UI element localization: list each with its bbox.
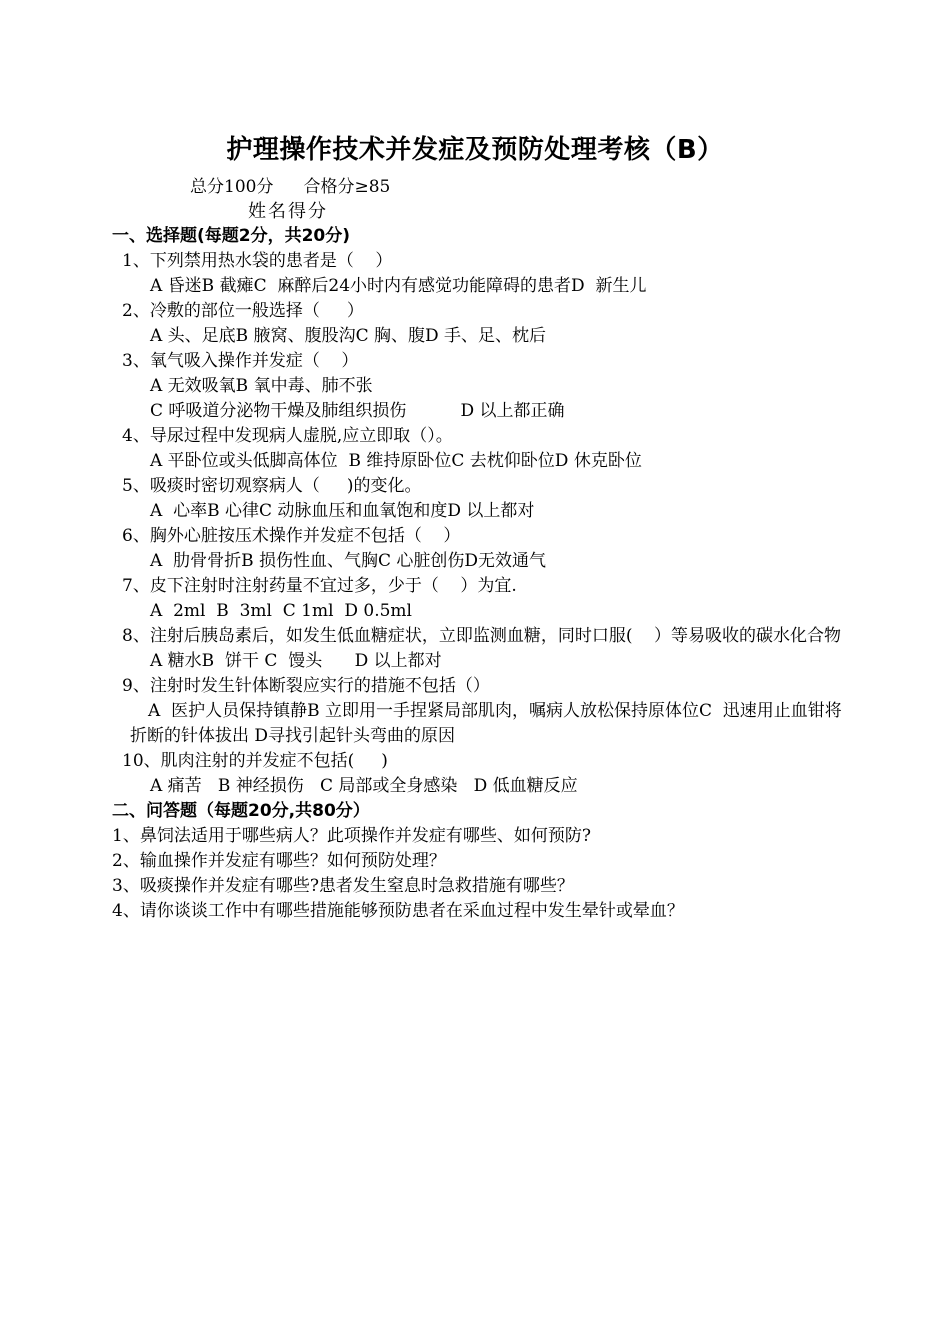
question-block [112, 574, 842, 624]
question-options: A 平卧位或头低脚高体位 B 维持原卧位C 去枕仰卧位D 休克卧位 [150, 451, 642, 471]
question-stem: 4、导尿过程中发现病人虚脱,应立即取（）。 [122, 426, 453, 446]
question-block [112, 524, 842, 574]
section-heading-choice: 一、选择题(每题2分，共20分) [112, 226, 351, 246]
section-heading-essay: 二、问答题（每题20分,共80分） [112, 801, 370, 821]
question-block [112, 424, 842, 474]
page-title: 护理操作技术并发症及预防处理考核（B） [226, 135, 724, 165]
question-stem: 9、注射时发生针体断裂应实行的措施不包括（） [122, 676, 490, 696]
question-options: A 无效吸氧B 氧中毒、肺不张 [150, 376, 373, 396]
question-stem: 6、胸外心脏按压术操作并发症不包括（ ） [122, 526, 461, 546]
question-block [112, 349, 842, 424]
question-stem: 3、氧气吸入操作并发症（ ） [122, 351, 359, 371]
exam-content [112, 224, 842, 924]
question-stem: 1、下列禁用热水袋的患者是（ ） [122, 251, 393, 271]
question-options: A 心率B 心律C 动脉血压和血氧饱和度D 以上都对 [150, 501, 535, 521]
question-options: A 痛苦 B 神经损伤 C 局部或全身感染 D 低血糖反应 [150, 776, 578, 796]
question-block [112, 624, 842, 674]
essay-question: 4、请你谈谈工作中有哪些措施能够预防患者在采血过程中发生晕针或晕血？ [112, 901, 684, 921]
question-options: A 糖水B 饼干 C 馒头 D 以上都对 [150, 651, 442, 671]
question-options: A 肋骨骨折B 损伤性血、气胸C 心脏创伤D无效通气 [150, 551, 547, 571]
question-stem: 8、注射后胰岛素后，如发生低血糖症状，立即监测血糖，同时口服( ）等易吸收的碳水化合物 [122, 626, 842, 646]
essay-question: 1、鼻饲法适用于哪些病人？此项操作并发症有哪些、如何预防? [112, 826, 591, 846]
question-block [112, 249, 842, 299]
question-stem: 5、吸痰时密切观察病人（ )的变化。 [122, 476, 422, 496]
question-stem: 10、肌肉注射的并发症不包括( ) [122, 751, 388, 771]
question-stem: 2、冷敷的部位一般选择（ ） [122, 301, 364, 321]
question-block [112, 299, 842, 349]
question-options: A 医护人员保持镇静B 立即用一手捏紧局部肌肉，嘱病人放松保持原体位C 迅速用止血钳将折断的针体拔出 D寻找引起针头弯曲的原因 [130, 701, 842, 746]
question-stem: 7、皮下注射时注射药量不宜过多，少于（ ）为宜. [122, 576, 517, 596]
question-options: A 头、足底B 腋窝、腹股沟C 胸、腹D 手、足、枕后 [150, 326, 547, 346]
question-block [112, 749, 842, 799]
score-info [190, 175, 390, 199]
question-options: A 昏迷B 截瘫C 麻醉后24小时内有感觉功能障碍的患者D 新生儿 [150, 276, 647, 296]
score-pass: 合格分≥85 [303, 177, 391, 197]
question-options: A 2ml B 3ml C 1ml D 0.5ml [150, 601, 412, 621]
name-score-label: 姓名得分 [248, 201, 328, 222]
essay-question: 3、吸痰操作并发症有哪些?患者发生窒息时急救措施有哪些？ [112, 876, 574, 896]
essay-question: 2、输血操作并发症有哪些？如何预防处理？ [112, 851, 446, 871]
question-options: C 呼吸道分泌物干燥及肺组织损伤 D 以上都正确 [150, 401, 565, 421]
score-total: 总分100分 [190, 177, 274, 197]
question-block [112, 474, 842, 524]
question-block [112, 674, 842, 749]
